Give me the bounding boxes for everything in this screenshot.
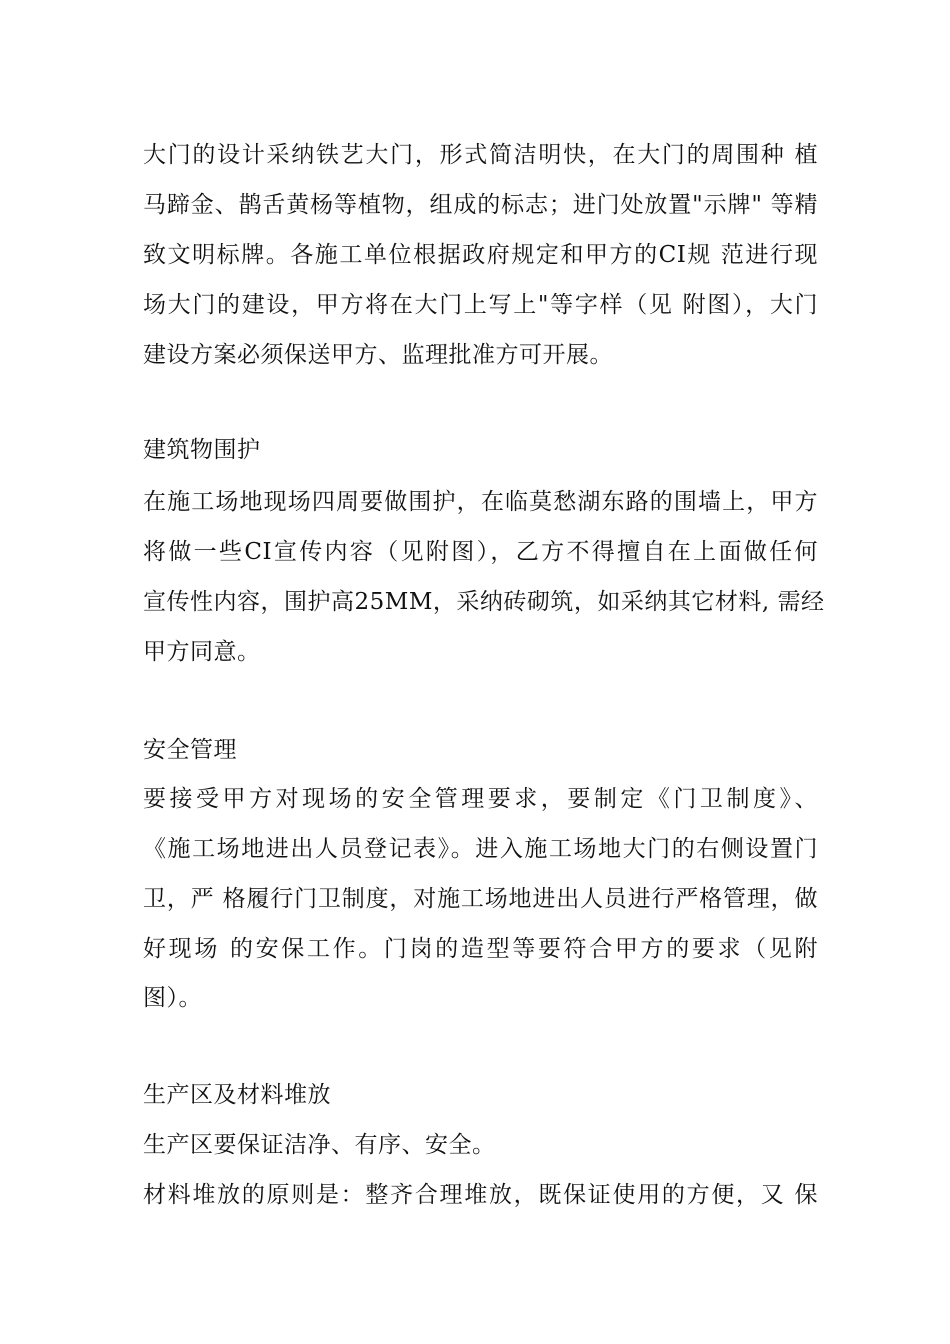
paragraph-line: 大门的设计采纳铁艺大门，形式简洁明快，在大门的周围种 植: [143, 142, 818, 168]
paragraph-line: 好现场 的安保工作。门岗的造型等要符合甲方的要求（见附: [143, 936, 818, 962]
paragraph-line: 材料堆放的原则是：整齐合理堆放，既保证使用的方便，又 保: [143, 1182, 818, 1208]
section-heading: 建筑物围护: [143, 437, 261, 463]
paragraph-line: 卫，严 格履行门卫制度，对施工场地进出人员进行严格管理，做: [143, 886, 818, 912]
paragraph-line: 图）。: [143, 985, 202, 1011]
paragraph-line: 马蹄金、鹊舌黄杨等植物，组成的标志；进门处放置"示牌" 等精: [143, 192, 818, 218]
paragraph-line: 宣传性内容，围护高25MM，采纳砖砌筑，如采纳其它材料, 需经: [143, 589, 825, 615]
paragraph-line: 生产区要保证洁净、有序、安全。: [143, 1132, 496, 1158]
section-heading: 生产区及材料堆放: [143, 1082, 331, 1108]
paragraph-line: 将做一些CI宣传内容（见附图），乙方不得擅自在上面做任何: [143, 539, 818, 565]
paragraph-line: 场大门的建设，甲方将在大门上写上"等字样（见 附图），大门: [143, 292, 818, 318]
paragraph-line: 在施工场地现场四周要做围护，在临莫愁湖东路的围墙上，甲方: [143, 489, 818, 515]
paragraph-line: 致文明标牌。各施工单位根据政府规定和甲方的CI规 范进行现: [143, 242, 818, 268]
paragraph-line: 要接受甲方对现场的安全管理要求，要制定《门卫制度》、: [143, 786, 818, 812]
paragraph-line: 甲方同意。: [143, 639, 261, 665]
paragraph-line: 建设方案必须保送甲方、监理批准方可开展。: [143, 342, 613, 368]
paragraph-line: 《施工场地进出人员登记表》。进入施工场地大门的右侧设置门: [143, 836, 818, 862]
section-heading: 安全管理: [143, 737, 237, 763]
